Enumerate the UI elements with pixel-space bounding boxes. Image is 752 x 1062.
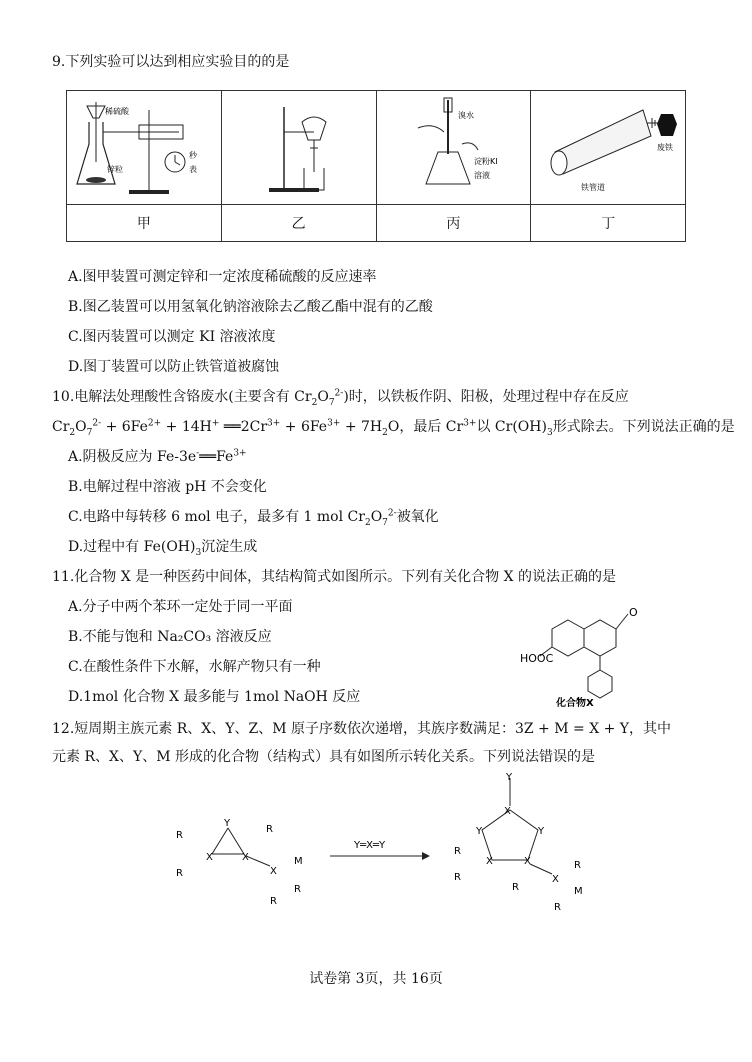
- right-r3: R: [512, 882, 519, 893]
- left-x3: X: [270, 866, 277, 877]
- q12-stem-line1: 12.短周期主族元素 R、X、Y、Z、M 原子序数依次递增，其族序数满足：3Z + M = X + Y，其中: [52, 721, 672, 737]
- label-yi: 乙: [221, 205, 376, 242]
- right-r5: R: [554, 902, 561, 913]
- q10-equation: $Cr_2O_7^{2-} + 6Fe^{2+} + 14H^+$ $══2Cr^{3+} + 6Fe^{3+} + 7H_2O$，最后 $Cr^{3+}$以 $Cr(OH)_3$形式除去。下列说法正确的是: [52, 418, 735, 438]
- compound-x-structure: [518, 600, 658, 710]
- q10-option-d: D.过程中有 $Fe(OH)_3$沉淀生成: [68, 539, 258, 558]
- bing-bromine-label: 溴水: [458, 110, 475, 120]
- label-ding: 丁: [531, 205, 686, 242]
- q9-option-a: A.图甲装置可测定锌和一定浓度稀硫酸的反应速率: [68, 269, 377, 285]
- right-r1: R: [454, 846, 461, 857]
- hooc-label: HOOC: [520, 652, 554, 665]
- q12-stem-line2: 元素 R、X、Y、M 形成的化合物（结构式）具有如图所示转化关系。下列说法错误的是: [52, 749, 595, 765]
- q12-reaction-scheme: [170, 770, 610, 920]
- right-x2: X: [524, 856, 531, 867]
- jia-clock-label2: 表: [188, 164, 197, 174]
- left-r5: R: [294, 884, 301, 895]
- left-r3: R: [266, 824, 273, 835]
- left-m: M: [294, 856, 303, 867]
- left-x2: X: [242, 852, 249, 863]
- q11-option-c: C.在酸性条件下水解，水解产物只有一种: [68, 659, 321, 675]
- jia-zinc-label: 锌粒: [106, 164, 123, 174]
- left-r2: R: [176, 868, 183, 879]
- left-r4: R: [270, 896, 277, 907]
- q11-option-a: A.分子中两个苯环一定处于同一平面: [68, 599, 293, 615]
- right-top-y: Y: [506, 772, 513, 783]
- apparatus-bing-figure: [376, 91, 531, 205]
- q10-stem: 10.电解法处理酸性含铬废水(主要含有 $Cr_2O_7^{2-}$)时，以铁板作阴、阳极，处理过程中存在反应: [52, 388, 629, 408]
- bing-solution-label: 溶液: [474, 170, 491, 180]
- q11-option-d: D.1mol 化合物 X 最多能与 1mol NaOH 反应: [68, 689, 361, 705]
- page-footer: 试卷第 3页，共 16页: [309, 971, 443, 987]
- q11-option-b: B.不能与饱和 Na₂CO₃ 溶液反应: [68, 629, 272, 645]
- right-y1: Y: [476, 826, 483, 837]
- q10-option-a: A.阴极反应为 $Fe-3e^-══Fe^{3+}$: [68, 448, 247, 465]
- left-x1: X: [206, 852, 213, 863]
- ding-scrap-label: 废铁: [657, 142, 674, 152]
- right-m: M: [574, 886, 583, 897]
- right-r4: R: [574, 860, 581, 871]
- right-x3: X: [552, 874, 559, 885]
- label-bing: 丙: [376, 205, 531, 242]
- jia-clock-label1: 秒: [188, 150, 197, 160]
- q9-stem: 9.下列实验可以达到相应实验目的的是: [52, 54, 290, 70]
- right-top-x: X: [504, 806, 511, 817]
- apparatus-yi-figure: [221, 91, 376, 205]
- bing-ki-label: 淀粉KI: [474, 156, 498, 166]
- carbonyl-o-label: O: [629, 606, 638, 619]
- right-x1: X: [486, 856, 493, 867]
- q9-option-c: C.图丙装置可以测定 KI 溶液浓度: [68, 329, 276, 345]
- right-y2: Y: [538, 826, 545, 837]
- reagent-label: Y═X═Y: [354, 840, 386, 851]
- left-y: Y: [224, 818, 231, 829]
- jia-acid-label: 稀硫酸: [104, 106, 129, 116]
- q9-option-b: B.图乙装置可以用氢氧化钠溶液除去乙酸乙酯中混有的乙酸: [68, 299, 433, 315]
- label-jia: 甲: [67, 205, 222, 242]
- right-r2: R: [454, 872, 461, 883]
- left-r1: R: [176, 830, 183, 841]
- apparatus-ding-figure: [531, 91, 686, 205]
- apparatus-table: [66, 90, 686, 242]
- apparatus-jia-figure: [67, 91, 222, 205]
- compound-x-label: 化合物X: [556, 698, 594, 709]
- q10-option-b: B.电解过程中溶液 pH 不会变化: [68, 479, 267, 495]
- q10-option-c: C.电路中每转移 6 mol 电子，最多有 1 mol $Cr_2O_7^{2-}$被氧化: [68, 508, 439, 528]
- q9-option-d: D.图丁装置可以防止铁管道被腐蚀: [68, 359, 280, 375]
- q11-stem: 11.化合物 X 是一种医药中间体，其结构简式如图所示。下列有关化合物 X 的说法正确的是: [52, 569, 616, 585]
- ding-pipe-label: 铁管道: [581, 182, 606, 192]
